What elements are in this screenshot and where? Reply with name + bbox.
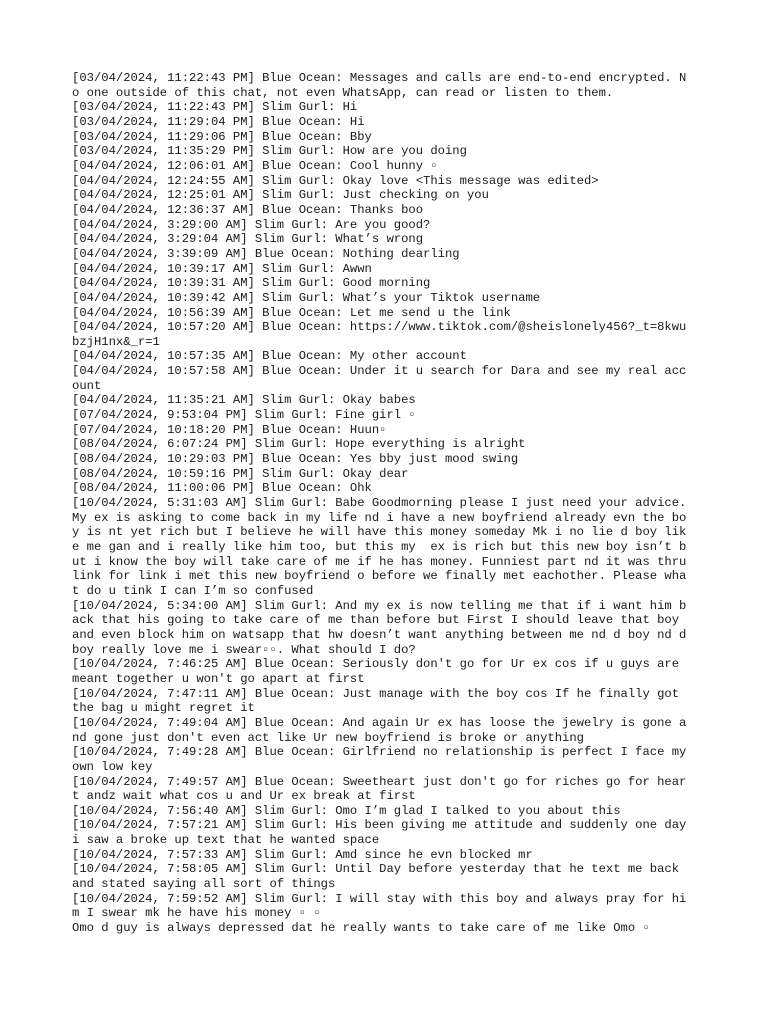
chat-line: [03/04/2024, 11:29:04 PM] Blue Ocean: Hi [72,114,365,129]
chat-line: [10/04/2024, 5:31:03 AM] Slim Gurl: Babe Goodmorning please I just need your advice. My ex is asking to come back in my life nd i have a new boyfriend already evn the boy is nt yet rich but I believe he will have this money someday Mk i no lie d boy like me gan and i really like him too, but this my ex is rich but this new boy isn’t but i know the boy will take care of me if he has money. Funniest part nd it was thru link for link i met this new boyfriend o before we finally met eachother. Please what do u tink I can I’m so confused [72,496,694,598]
chat-line: [03/04/2024, 11:35:29 PM] Slim Gurl: How are you doing [72,144,467,159]
chat-line: [10/04/2024, 7:47:11 AM] Blue Ocean: Just manage with the boy cos If he finally got the bag u might regret it [72,686,687,716]
chat-line: [04/04/2024, 10:39:31 AM] Slim Gurl: Good morning [72,276,431,291]
chat-line: [03/04/2024, 11:22:43 PM] Slim Gurl: Hi [72,100,358,115]
chat-line-continuation: Omo d guy is always depressed dat he really wants to take care of me like Omo ▫ [72,921,650,936]
chat-line: [10/04/2024, 7:49:04 AM] Blue Ocean: And again Ur ex has loose the jewelry is gone and gone just don't even act like Ur new boyfriend is broke or anything [72,715,687,745]
chat-line-link[interactable]: [04/04/2024, 10:57:20 AM] Blue Ocean: https://www.tiktok.com/@sheislonely456?_t=8kwubzjH1nx&_r=1 [72,320,687,349]
chat-line: [04/04/2024, 10:56:39 AM] Blue Ocean: Let me send u the link [72,305,511,320]
chat-line: [04/04/2024, 10:57:58 AM] Blue Ocean: Under it u search for Dara and see my real account [72,364,687,393]
chat-line: [03/04/2024, 11:22:43 PM] Blue Ocean: Messages and calls are end-to-end encrypted. No one outside of this chat, not even WhatsApp, can read or listen to them. [72,71,687,100]
chat-line: [10/04/2024, 7:59:52 AM] Slim Gurl: I will stay with this boy and always pray for him I swear mk he have his money ▫ ▫ [72,891,687,921]
chat-line: [08/04/2024, 6:07:24 PM] Slim Gurl: Hope everything is alright [72,437,526,452]
chat-line: [10/04/2024, 7:49:28 AM] Blue Ocean: Girlfriend no relationship is perfect I face my own low key [72,745,694,774]
chat-line: [10/04/2024, 7:49:57 AM] Blue Ocean: Sweetheart just don't go for riches go for heart andz wait what cos u and Ur ex break at first [72,774,687,804]
chat-line: [07/04/2024, 9:53:04 PM] Slim Gurl: Fine girl ▫ [72,408,416,423]
chat-transcript [72,71,692,936]
chat-line: [04/04/2024, 3:39:09 AM] Blue Ocean: Nothing dearling [72,246,460,261]
chat-line: [08/04/2024, 10:29:03 PM] Blue Ocean: Yes bby just mood swing [72,452,519,467]
chat-line: [10/04/2024, 7:58:05 AM] Slim Gurl: Until Day before yesterday that he text me back and stated saying all sort of things [72,862,687,892]
chat-line: [10/04/2024, 5:34:00 AM] Slim Gurl: And my ex is now telling me that if i want him back that his going to take care of me than before but First I should leave that boy and even block him on watsapp that hw doesn’t want anything between me nd d boy nd d boy really love me i swear▫▫. What should I do? [72,598,694,657]
chat-line: [04/04/2024, 3:29:00 AM] Slim Gurl: Are you good? [72,217,431,232]
chat-line: [03/04/2024, 11:29:06 PM] Blue Ocean: Bby [72,129,372,144]
chat-line: [10/04/2024, 7:57:21 AM] Slim Gurl: His been giving me attitude and suddenly one day i saw a broke up text that he wanted space [72,818,694,848]
chat-line: [04/04/2024, 12:36:37 AM] Blue Ocean: Thanks boo [72,202,424,217]
chat-line: [04/04/2024, 10:39:17 AM] Slim Gurl: Awwn [72,261,372,276]
chat-line: [10/04/2024, 7:56:40 AM] Slim Gurl: Omo I’m glad I talked to you about this [72,803,621,818]
chat-line: [04/04/2024, 10:57:35 AM] Blue Ocean: My other account [72,349,467,364]
chat-line: [04/04/2024, 12:24:55 AM] Slim Gurl: Okay love <This message was edited> [72,173,599,188]
chat-line: [08/04/2024, 10:59:16 PM] Slim Gurl: Okay dear [72,466,409,481]
chat-line: [04/04/2024, 10:39:42 AM] Slim Gurl: What’s your Tiktok username [72,290,541,305]
chat-line: [04/04/2024, 11:35:21 AM] Slim Gurl: Okay babes [72,393,416,408]
chat-line: [04/04/2024, 12:25:01 AM] Slim Gurl: Just checking on you [72,188,489,203]
chat-line: [07/04/2024, 10:18:20 PM] Blue Ocean: Huun▫ [72,422,387,437]
chat-line: [04/04/2024, 3:29:04 AM] Slim Gurl: What’s wrong [72,232,424,247]
chat-line: [04/04/2024, 12:06:01 AM] Blue Ocean: Cool hunny ▫ [72,158,438,173]
chat-line: [10/04/2024, 7:57:33 AM] Slim Gurl: Amd since he evn blocked mr [72,847,533,862]
chat-line: [10/04/2024, 7:46:25 AM] Blue Ocean: Seriously don't go for Ur ex cos if u guys are meant together u won't go apart at first [72,657,687,686]
chat-line: [08/04/2024, 11:00:06 PM] Blue Ocean: Ohk [72,481,372,496]
